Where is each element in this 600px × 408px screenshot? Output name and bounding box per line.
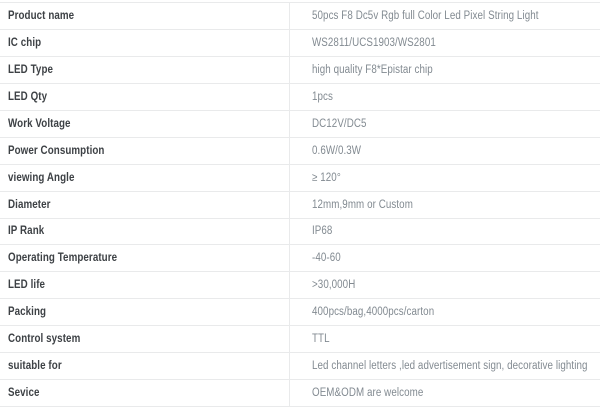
spec-value: 400pcs/bag,4000pcs/carton <box>312 306 435 319</box>
spec-label-cell <box>0 380 290 406</box>
table-row <box>0 245 600 272</box>
table-row <box>0 219 600 246</box>
table-row <box>0 138 600 165</box>
spec-label: IP Rank <box>8 225 45 238</box>
spec-value-cell <box>290 245 600 271</box>
spec-value: DC12V/DC5 <box>312 117 367 130</box>
spec-value: 0.6W/0.3W <box>312 144 362 157</box>
table-row <box>0 30 600 57</box>
spec-label-cell <box>0 3 290 29</box>
spec-value: OEM&ODM are welcome <box>312 387 424 400</box>
spec-label-cell <box>0 84 290 110</box>
spec-value: >30,000H <box>312 279 356 292</box>
spec-label: Product name <box>8 9 75 22</box>
spec-label: viewing Angle <box>8 171 75 184</box>
spec-label-cell <box>0 30 290 56</box>
table-row <box>0 299 600 326</box>
spec-value-cell <box>290 57 600 83</box>
spec-label-cell <box>0 326 290 352</box>
spec-value: TTL <box>312 333 330 346</box>
spec-value-cell <box>290 353 600 379</box>
spec-label: LED life <box>8 279 46 292</box>
spec-label-cell <box>0 192 290 218</box>
spec-value-cell <box>290 326 600 352</box>
spec-value-cell <box>290 138 600 164</box>
table-row <box>0 57 600 84</box>
spec-label-cell <box>0 165 290 191</box>
spec-label: LED Qty <box>8 90 48 103</box>
spec-label: Packing <box>8 306 47 319</box>
spec-value: 1pcs <box>312 90 333 103</box>
spec-value-cell <box>290 272 600 298</box>
spec-value: 50pcs F8 Dc5v Rgb full Color Led Pixel String Light <box>312 9 539 22</box>
spec-value-cell <box>290 299 600 325</box>
spec-label: IC chip <box>8 36 42 49</box>
spec-label: Power Consumption <box>8 144 105 157</box>
spec-value: WS2811/UCS1903/WS2801 <box>312 36 436 49</box>
spec-value: IP68 <box>312 225 333 238</box>
spec-value-cell <box>290 192 600 218</box>
spec-label-cell <box>0 219 290 245</box>
spec-value-cell <box>290 3 600 29</box>
spec-value: -40-60 <box>312 252 341 265</box>
spec-label: Operating Temperature <box>8 252 118 265</box>
table-row <box>0 272 600 299</box>
spec-label: Diameter <box>8 198 51 211</box>
table-row <box>0 326 600 353</box>
spec-label: Sevice <box>8 387 40 400</box>
table-row <box>0 84 600 111</box>
spec-value-cell <box>290 219 600 245</box>
table-row <box>0 192 600 219</box>
table-row <box>0 353 600 380</box>
table-row <box>0 3 600 30</box>
spec-value: high quality F8*Epistar chip <box>312 63 433 76</box>
spec-label: Work Voltage <box>8 117 71 130</box>
spec-label-cell <box>0 138 290 164</box>
table-row <box>0 111 600 138</box>
spec-label-cell <box>0 353 290 379</box>
spec-label-cell <box>0 245 290 271</box>
spec-value: Led channel letters ,led advertisement sign, decorative lighting <box>312 360 588 373</box>
spec-label: suitable for <box>8 360 62 373</box>
table-row <box>0 165 600 192</box>
spec-label-cell <box>0 272 290 298</box>
spec-label-cell <box>0 57 290 83</box>
spec-value-cell <box>290 165 600 191</box>
spec-label: LED Type <box>8 63 54 76</box>
spec-label-cell <box>0 299 290 325</box>
spec-value: ≥ 120° <box>312 171 341 184</box>
spec-label-cell <box>0 111 290 137</box>
spec-value-cell <box>290 111 600 137</box>
spec-table <box>0 2 600 407</box>
table-row <box>0 380 600 407</box>
spec-value: 12mm,9mm or Custom <box>312 198 413 211</box>
spec-value-cell <box>290 30 600 56</box>
spec-value-cell <box>290 380 600 406</box>
spec-value-cell <box>290 84 600 110</box>
spec-label: Control system <box>8 333 81 346</box>
